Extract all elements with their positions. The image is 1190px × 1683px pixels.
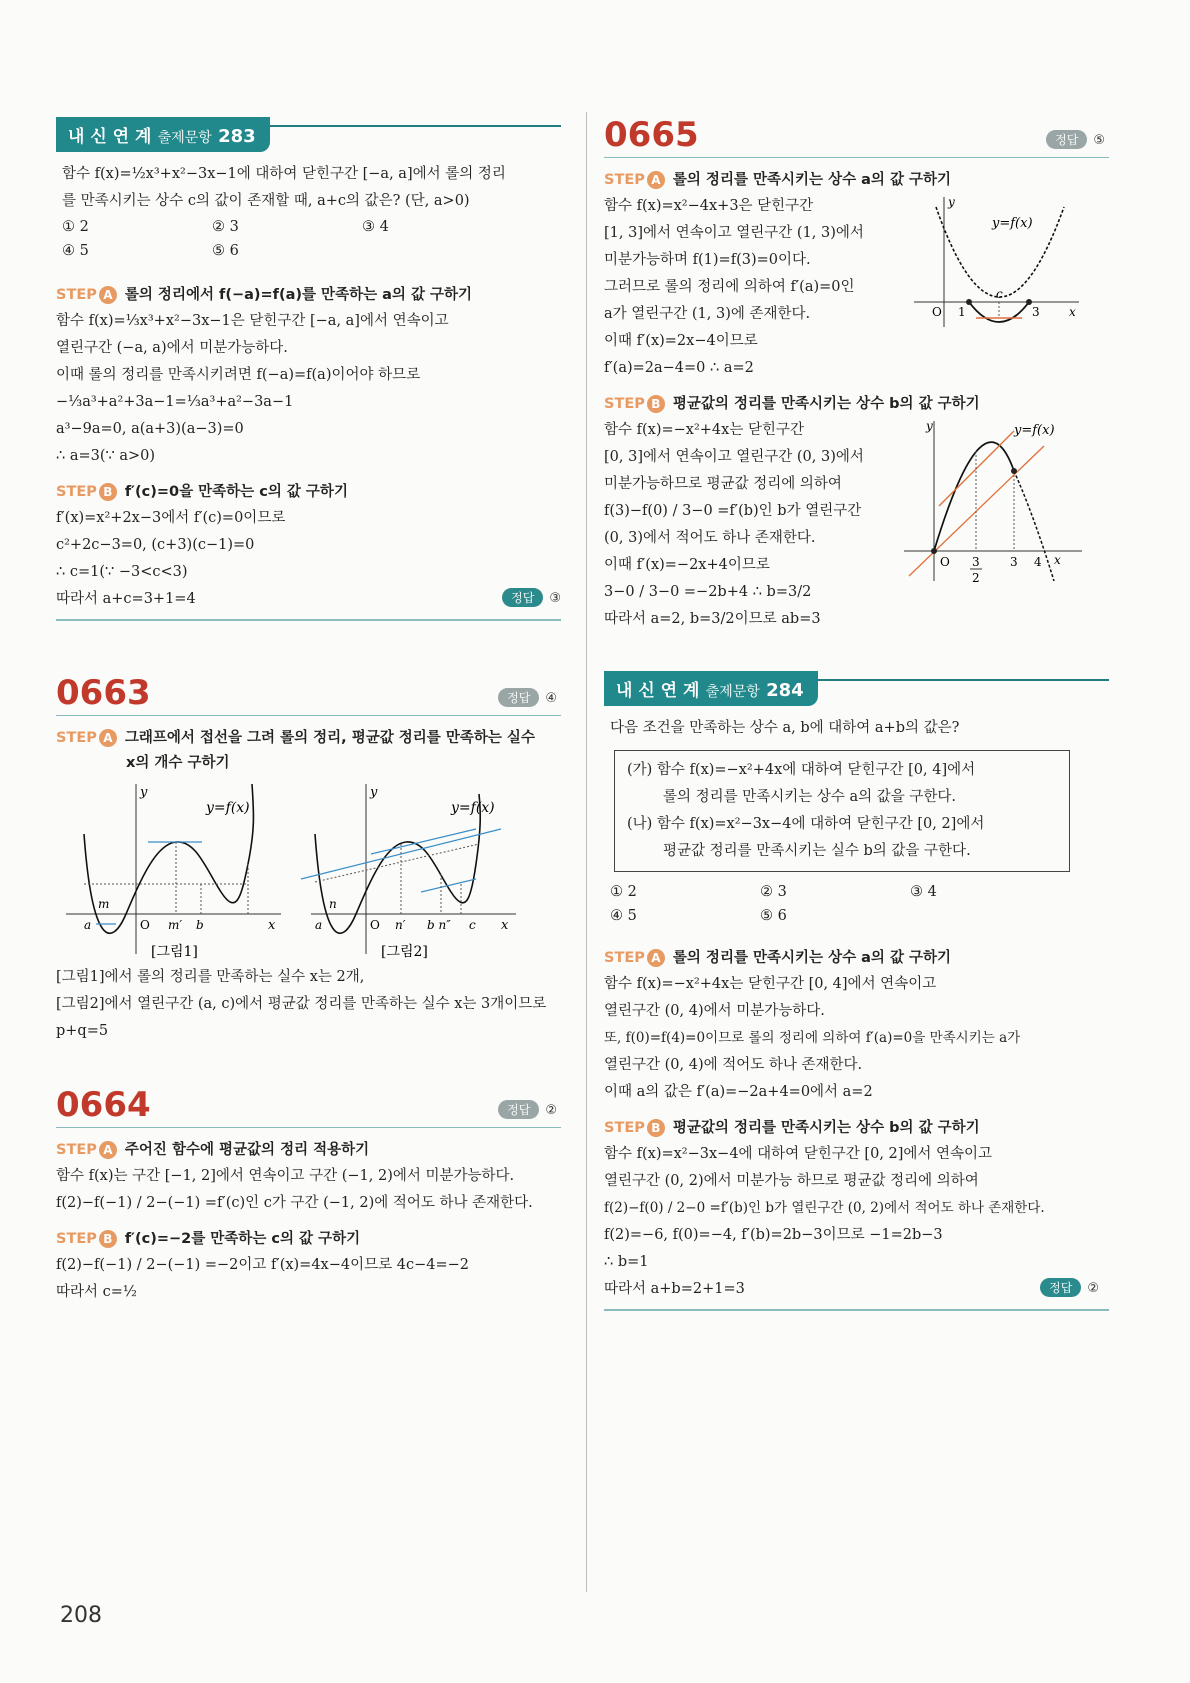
point [1011, 468, 1017, 474]
question-line: 함수 f(x)=½x³+x²−3x−1에 대하여 닫힌구간 [−a, a]에서 롤의 정리 [62, 166, 506, 182]
step-label: STEP B [56, 1231, 117, 1247]
solution-line: 따라서 a=2, b=3/2이므로 ab=3 [604, 611, 821, 627]
step-title: 롤의 정리를 만족시키는 상수 a의 값 구하기 [672, 172, 952, 188]
func-label: y=f(x) [1014, 423, 1055, 438]
problem-0663 [56, 667, 561, 1045]
step-b-heading [56, 1227, 561, 1248]
point-label: a [84, 917, 92, 932]
choice: ② 3 [760, 884, 787, 900]
step-title: 롤의 정리를 만족시키는 상수 a의 값 구하기 [672, 950, 952, 966]
x-label: x [501, 917, 509, 933]
solution-line: 따라서 c=½ [56, 1283, 137, 1300]
condition-line: (나) 함수 f(x)=x²−3x−4에 대하여 닫힌구간 [0, 2]에서 [627, 816, 985, 832]
step-label: STEP A [604, 950, 665, 966]
y-label: y [140, 784, 148, 800]
y-label: y [370, 784, 378, 800]
point-label: m [98, 896, 110, 911]
solution-line: 미분가능하며 f(1)=f(3)=0이다. [604, 252, 811, 268]
choices [610, 880, 1109, 928]
condition-box [614, 750, 1070, 872]
choice: ① 2 [62, 219, 89, 235]
origin-label: O [940, 555, 950, 569]
page-number: 208 [60, 1603, 102, 1628]
step-title: 평균값의 정리를 만족시키는 상수 b의 값 구하기 [672, 1120, 980, 1136]
tick-label: 2 [972, 571, 980, 585]
column-divider [586, 112, 587, 1592]
rolle-mvt-figures [56, 774, 561, 964]
point-label: n [329, 896, 337, 911]
step-a-heading [604, 946, 1109, 967]
answer-badge [502, 588, 561, 607]
answer-pill: 정답 [1040, 1278, 1081, 1297]
solution-line: −⅓a³+a²+3a−1=⅓a³+a²−3a−1 [56, 394, 294, 410]
solution-line: f(2)−f(0) / 2−0 =f′(b)인 b가 열린구간 (0, 2)에서 적어도 하나 존재한다. [604, 1200, 1045, 1216]
answer-badge [498, 1100, 557, 1119]
step-label: STEP A [56, 1142, 117, 1158]
problem-number: 0663 [56, 672, 151, 713]
solution-line: 이때 f′(x)=−2x+4이므로 [604, 557, 770, 573]
tag-title: 내 신 연 계 [616, 681, 700, 701]
point-label: n′ [395, 917, 406, 932]
left-column [56, 115, 561, 1306]
answer-value: ② [1087, 1281, 1099, 1296]
solution-line: 함수 f(x)=x²−3x−4에 대하여 닫힌구간 [0, 2]에서 연속이고 [604, 1146, 993, 1162]
choice: ③ 4 [910, 884, 937, 900]
choice: ② 3 [212, 219, 239, 235]
origin-label: O [932, 305, 942, 319]
solution-line: 따라서 a+b=2+1=3 [604, 1281, 745, 1297]
choice: ④ 5 [62, 243, 89, 259]
solution-line: 함수 f(x)=⅓x³+x²−3x−1은 닫힌구간 [−a, a]에서 연속이고 [56, 313, 449, 329]
solution-line: f′(a)=2a−4=0 ∴ a=2 [604, 360, 754, 376]
solution-line: a³−9a=0, a(a+3)(a−3)=0 [56, 421, 244, 437]
problem-header [56, 1079, 561, 1128]
solution-line: 열린구간 (−a, a)에서 미분가능하다. [56, 340, 288, 356]
tag-label [604, 671, 818, 706]
tag-title: 내 신 연 계 [68, 127, 152, 147]
solution-line: 함수 f(x)=−x²+4x는 닫힌구간 [0, 4]에서 연속이고 [604, 976, 937, 992]
solution-line: [1, 3]에서 연속이고 열린구간 (1, 3)에서 [604, 225, 864, 241]
x-label: x [268, 917, 276, 933]
solution-line: 이때 롤의 정리를 만족시키려면 f(−a)=f(a)이어야 하므로 [56, 367, 421, 383]
origin-label: O [140, 917, 150, 932]
solution-line: (0, 3)에서 적어도 하나 존재한다. [604, 530, 816, 546]
x-label: x [1054, 553, 1061, 567]
point-label: m′ [168, 917, 183, 932]
question-line: 를 만족시키는 상수 c의 값이 존재할 때, a+c의 값은? (단, a>0) [62, 193, 470, 209]
secant [315, 844, 479, 882]
tag-number: 283 [218, 126, 256, 147]
answer-value: ③ [549, 591, 561, 606]
solution-line: ∴ c=1(∵ −3<c<3) [56, 564, 188, 580]
step-b-heading [604, 1116, 1109, 1137]
step-a-heading [604, 168, 1109, 189]
solution-line: 이때 a의 값은 f′(a)=−2a+4=0에서 a=2 [604, 1084, 873, 1100]
tick-label: 3 [1010, 555, 1018, 569]
problem-number: 0665 [604, 115, 699, 155]
solution-line: 열린구간 (0, 2)에서 미분가능 하므로 평균값 정리에 의하여 [604, 1173, 979, 1189]
parabola-graph-1 [914, 192, 1084, 332]
step-title-cont: x의 개수 구하기 [126, 754, 230, 771]
solution-line: 함수 f(x)=x²−4x+3은 닫힌구간 [604, 198, 814, 214]
step-title: 그래프에서 접선을 그려 롤의 정리, 평균값 정리를 만족하는 실수 [124, 729, 535, 746]
origin-label: O [370, 917, 380, 932]
solution-line: [0, 3]에서 연속이고 열린구간 (0, 3)에서 [604, 449, 864, 465]
answer-pill: 정답 [1046, 130, 1087, 149]
solution-line: p+q=5 [56, 1022, 109, 1039]
solution-line: f(2)−f(−1) / 2−(−1) =f′(c)인 c가 구간 (−1, 2)에 적어도 하나 존재한다. [56, 1194, 533, 1211]
condition-line: (가) 함수 f(x)=−x²+4x에 대하여 닫힌구간 [0, 4]에서 [627, 762, 976, 778]
step-a-heading [56, 1138, 561, 1159]
problem-0665 [604, 115, 1109, 633]
func-label: y=f(x) [451, 799, 495, 816]
reference-problem-283 [56, 125, 561, 621]
step-title: 주어진 함수에 평균값의 정리 적용하기 [124, 1141, 370, 1158]
solution-line: f(2)=−6, f(0)=−4, f′(b)=2b−3이므로 −1=2b−3 [604, 1227, 943, 1243]
solution-line: 열린구간 (0, 4)에 적어도 하나 존재한다. [604, 1057, 863, 1073]
point-label: c [996, 287, 1003, 301]
step-label: STEP B [604, 396, 665, 412]
answer-badge [498, 688, 557, 707]
figure-caption: [그림2] [381, 943, 428, 960]
figure-caption: [그림1] [151, 943, 198, 960]
step-label: STEP A [56, 287, 117, 303]
reference-tag [56, 125, 561, 161]
reference-problem-284 [604, 679, 1109, 1311]
question-line: 다음 조건을 만족하는 상수 a, b에 대하여 a+b의 값은? [610, 720, 960, 736]
point-label: b [196, 917, 204, 932]
solution-line: a가 열린구간 (1, 3)에 존재한다. [604, 306, 811, 322]
condition-line: 롤의 정리를 만족시키는 상수 a의 값을 구한다. [663, 789, 957, 805]
step-label: STEP A [604, 172, 665, 188]
solution-line: ∴ b=1 [604, 1254, 649, 1270]
solution-line: 함수 f(x)=−x²+4x는 닫힌구간 [604, 422, 804, 438]
func-label: y=f(x) [992, 216, 1033, 231]
tag-sub: 출제문항 [705, 684, 760, 700]
figure-1 [66, 784, 281, 954]
step-a-heading [56, 283, 561, 304]
answer-badge [1046, 130, 1105, 149]
solution-line: 이때 f′(x)=2x−4이므로 [604, 333, 758, 349]
point [966, 299, 972, 305]
problem-0664 [56, 1079, 561, 1306]
solution-line: 또, f(0)=f(4)=0이므로 롤의 정리에 의하여 f′(a)=0을 만족시키는 a가 [604, 1030, 1021, 1046]
tick-label: 4 [1034, 555, 1042, 569]
func-label: y=f(x) [206, 799, 250, 816]
reference-tag [604, 679, 1109, 715]
solution-line: 함수 f(x)는 구간 [−1, 2]에서 연속이고 구간 (−1, 2)에서 미분가능하다. [56, 1167, 515, 1184]
answer-badge [1040, 1278, 1099, 1297]
tag-number: 284 [766, 680, 804, 701]
curve [934, 442, 1014, 551]
answer-pill: 정답 [498, 1100, 539, 1119]
problem-header [604, 115, 1109, 158]
solution-line: ∴ a=3(∵ a>0) [56, 448, 156, 464]
section-rule [604, 1309, 1109, 1311]
step-label: STEP A [56, 730, 117, 746]
step-a-heading [56, 726, 561, 747]
condition-line: 평균값 정리를 만족시키는 실수 b의 값을 구한다. [663, 843, 971, 859]
choice: ④ 5 [610, 908, 637, 924]
step-label: STEP B [56, 484, 117, 500]
tangent [421, 879, 476, 892]
solution-line: f(3)−f(0) / 3−0 =f′(b)인 b가 열린구간 [604, 503, 862, 519]
tag-sub: 출제문항 [157, 130, 212, 146]
solution-line: 열린구간 (0, 4)에서 미분가능하다. [604, 1003, 825, 1019]
answer-pill: 정답 [502, 588, 543, 607]
step-b-heading [604, 392, 1109, 413]
solution-line: 따라서 a+c=3+1=4 [56, 591, 196, 607]
choices [62, 215, 561, 263]
answer-pill: 정답 [498, 688, 539, 707]
tick-label: 3 [1032, 305, 1040, 319]
figure-2 [301, 784, 516, 954]
point-label: b n″ [427, 917, 451, 932]
answer-value: ⑤ [1093, 133, 1105, 148]
step-title: 롤의 정리에서 f(−a)=f(a)를 만족하는 a의 값 구하기 [124, 287, 473, 303]
problem-header [56, 667, 561, 716]
choice: ⑤ 6 [760, 908, 787, 924]
parabola-graph-2 [904, 416, 1084, 586]
tick-label: 3 [972, 555, 980, 569]
answer-value: ② [545, 1102, 557, 1118]
tick-label: 1 [958, 305, 966, 319]
choice: ⑤ 6 [212, 243, 239, 259]
y-label: y [926, 419, 933, 433]
solution-line: f(2)−f(−1) / 2−(−1) =−2이고 f′(x)=4x−4이므로 4c−4=−2 [56, 1256, 469, 1273]
solution-line: 그러므로 롤의 정리에 의하여 f′(a)=0인 [604, 279, 855, 295]
x-label: x [1069, 305, 1076, 319]
point [931, 548, 937, 554]
solution-line: [그림2]에서 열린구간 (a, c)에서 평균값 정리를 만족하는 실수 x는 3개이므로 [56, 995, 547, 1012]
point-label: a [315, 917, 323, 932]
section-rule [56, 619, 561, 621]
step-title: f′(c)=−2를 만족하는 c의 값 구하기 [124, 1230, 361, 1247]
answer-value: ④ [545, 690, 557, 706]
solution-line: 미분가능하므로 평균값 정리에 의하여 [604, 476, 842, 492]
tag-label [56, 117, 270, 152]
solution-line: c²+2c−3=0, (c+3)(c−1)=0 [56, 537, 255, 553]
step-b-heading [56, 480, 561, 501]
choice: ③ 4 [362, 219, 389, 235]
problem-number: 0664 [56, 1084, 151, 1125]
solution-line: [그림1]에서 롤의 정리를 만족하는 실수 x는 2개, [56, 968, 365, 985]
point-label: c [469, 917, 476, 932]
solution-line: f′(x)=x²+2x−3에서 f′(c)=0이므로 [56, 510, 286, 526]
step-title: 평균값의 정리를 만족시키는 상수 b의 값 구하기 [672, 396, 980, 412]
step-title: f′(c)=0을 만족하는 c의 값 구하기 [124, 484, 348, 500]
step-label: STEP B [604, 1120, 665, 1136]
solution-line: 3−0 / 3−0 =−2b+4 ∴ b=3/2 [604, 584, 812, 600]
right-column [604, 115, 1109, 1311]
choice: ① 2 [610, 884, 637, 900]
y-label: y [948, 195, 955, 209]
